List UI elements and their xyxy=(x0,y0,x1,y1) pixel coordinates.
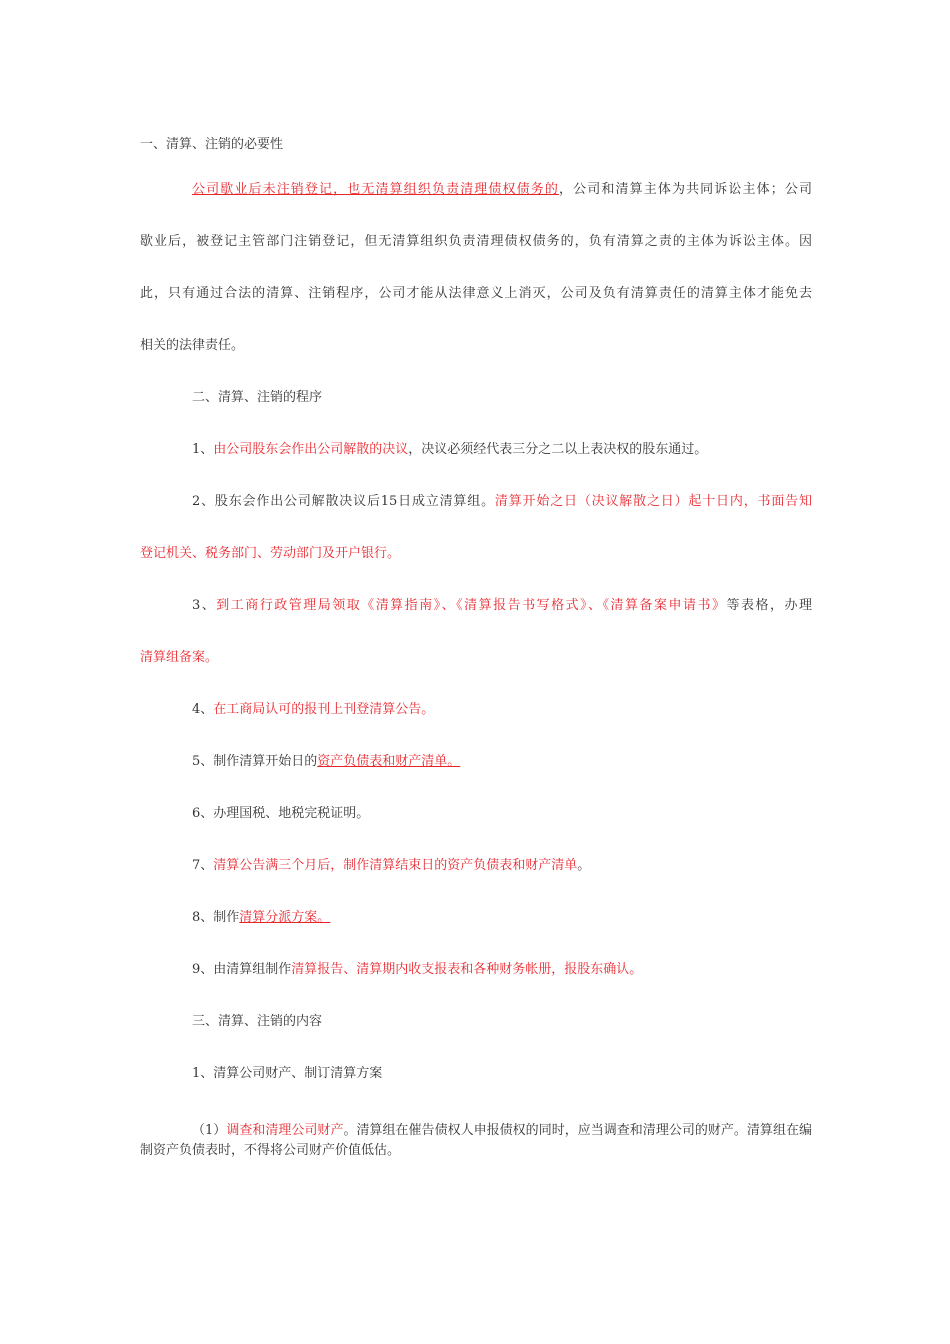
section-3-heading: 三、清算、注销的内容 xyxy=(192,1014,323,1029)
procedure-item-5: 5、制作清算开始日的资产负债表和财产清单。 xyxy=(192,754,461,769)
section-2-heading: 二、清算、注销的程序 xyxy=(192,390,323,405)
content-paragraph-1: （1）调查和清理公司财产。清算组在催告债权人申报债权的同时，应当调查和清理公司的财产。清算组在编制资产负债表时，不得将公司财产价值低估。 xyxy=(140,1123,812,1158)
section-1-line-3: 此，只有通过合法的清算、注销程序，公司才能从法律意义上消灭，公司及负有清算责任的清算主体才能免去 xyxy=(140,286,812,301)
section-3-subheading-1: 1、清算公司财产、制订清算方案 xyxy=(192,1066,383,1081)
section-1-line-1: 公司歇业后未注销登记，也无清算组织负责清理债权债务的，公司和清算主体为共同诉讼主体；公司 xyxy=(192,182,812,197)
procedure-item-3: 3、到工商行政管理局领取《清算指南》、《清算报告书写格式》、《清算备案申请书》等表格，办理 xyxy=(192,598,812,613)
link-balance-sheet[interactable]: 资产负债表和财产清单。 xyxy=(317,754,461,769)
procedure-item-6: 6、办理国税、地税完税证明。 xyxy=(192,806,370,821)
procedure-item-1: 1、由公司股东会作出公司解散的决议，决议必须经代表三分之二以上表决权的股东通过。 xyxy=(192,442,708,457)
procedure-item-8: 8、制作清算分派方案。 xyxy=(192,910,331,925)
link-unregistered-company[interactable]: 公司歇业后未注销登记，也无清算组织负责清理债权债务的 xyxy=(192,182,560,197)
section-1-heading: 一、清算、注销的必要性 xyxy=(140,137,284,152)
procedure-item-2-line-2: 登记机关、税务部门、劳动部门及开户银行。 xyxy=(140,546,401,561)
procedure-item-7: 7、清算公告满三个月后，制作清算结束日的资产负债表和财产清单。 xyxy=(192,858,591,873)
section-1-line-4: 相关的法律责任。 xyxy=(140,338,245,353)
link-distribution-plan[interactable]: 清算分派方案。 xyxy=(239,910,331,925)
procedure-item-2: 2、股东会作出公司解散决议后15日成立清算组。清算开始之日（决议解散之日）起十日内，书面告知 xyxy=(192,494,812,509)
procedure-item-9: 9、由清算组制作清算报告、清算期内收支报表和各种财务帐册，报股东确认。 xyxy=(192,962,643,977)
section-1-line-2: 歇业后，被登记主管部门注销登记，但无清算组织负责清理债权债务的，负有清算之责的主体为诉讼主体。因 xyxy=(140,234,812,249)
procedure-item-3-line-2: 清算组备案。 xyxy=(140,650,219,665)
procedure-item-4: 4、在工商局认可的报刊上刊登清算公告。 xyxy=(192,702,435,717)
